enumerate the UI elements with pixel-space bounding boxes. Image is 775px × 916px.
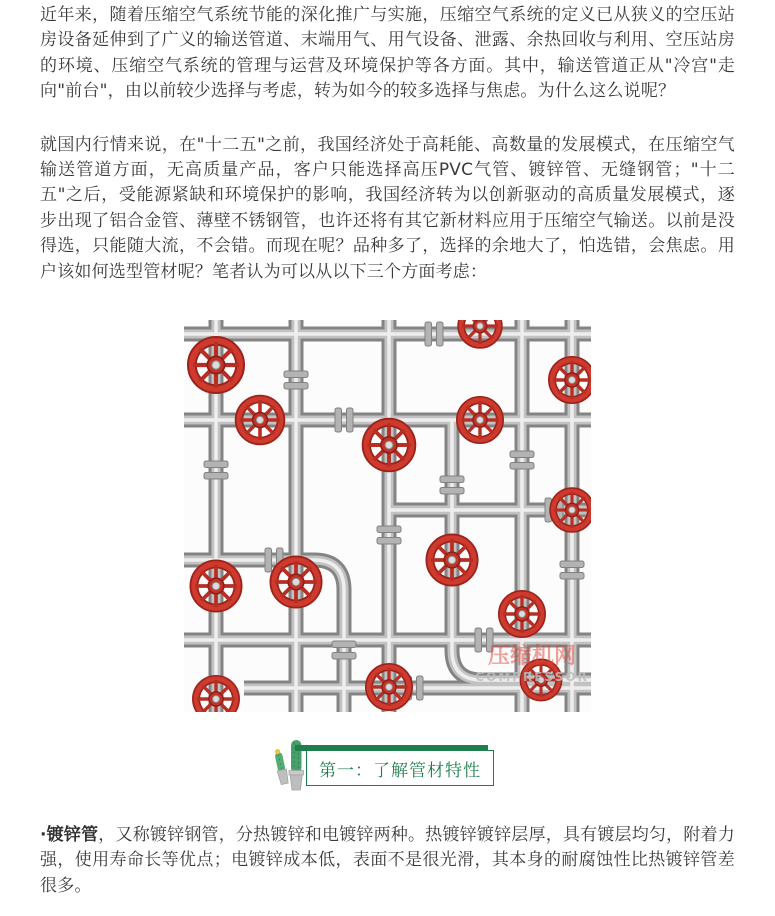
watermark-en-text: COMPRESSOR: [475, 670, 589, 685]
pipes-figure: [40, 320, 735, 712]
banner-box: [306, 750, 494, 786]
valve-wheel: [552, 360, 591, 400]
paragraph-galvanized-pipe: [40, 823, 735, 899]
pipes-valves-illustration: [184, 320, 591, 712]
valve-wheel: [430, 538, 474, 582]
paragraph-intro: 近年来，随着压缩空气系统节能的深化推广与实施，压缩空气系统的定义已从狭义的空压站房设备延伸到了广义的输送管道、末端用气、用气设备、泄露、余热回收与利用、空压站房的环境、压缩空气系统的管理与运营及环境保护等各方面。其中，输送管道正从"冷宫"走向"前台"，由以前较少选择与考虑，转为如今的较多选择与焦虑。为什么这么说呢？: [40, 5, 735, 102]
section-title: 第一：了解管材特性: [319, 760, 481, 781]
term-definition-text: ，又称镀锌钢管，分热镀锌和电镀锌两种。热镀锌镀锌层厚，具有镀层均匀，附着力强，使用寿命长等优点；电镀锌成本低，表面不是很光滑，其本身的耐腐蚀性比热镀锌管差很多。: [40, 825, 735, 896]
figure-watermark: [475, 643, 588, 684]
watermark-cn-text: 压缩机网: [487, 644, 577, 670]
valve-wheel: [553, 491, 591, 529]
valve-wheel: [194, 564, 238, 608]
section-banner: [279, 739, 496, 791]
valve-wheel: [239, 399, 281, 441]
valve-wheel: [366, 422, 411, 467]
valve-wheel: [369, 667, 409, 707]
paragraph-market: 就国内行情来说，在"十二五"之前，我国经济处于高耗能、高数量的发展模式，在压缩空气输送管道方面，无高质量产品，客户只能选择高压PVC气管、镀锌管、无缝钢管；"十二五"之后，受能源紧缺和环境保护的影响，我国经济转为以创新驱动的高质量发展模式，逐步出现了铝合金管、薄壁不锈钢管，也许还将有其它新材料应用于压缩空气输送。以前是没得选，只能随大流，不会错。而现在呢？品种多了，选择的余地大了，怕选错，会焦虑。用户该如何选型管材呢？笔者认为可以从以下三个方面考虑：: [40, 134, 735, 282]
valve-wheel: [502, 594, 542, 634]
valve-wheel: [274, 560, 318, 604]
term-galvanized-pipe: ·镀锌管: [40, 825, 99, 846]
small-cactus: [273, 748, 290, 785]
valve-wheel: [460, 400, 500, 440]
valve-wheel: [192, 341, 240, 389]
